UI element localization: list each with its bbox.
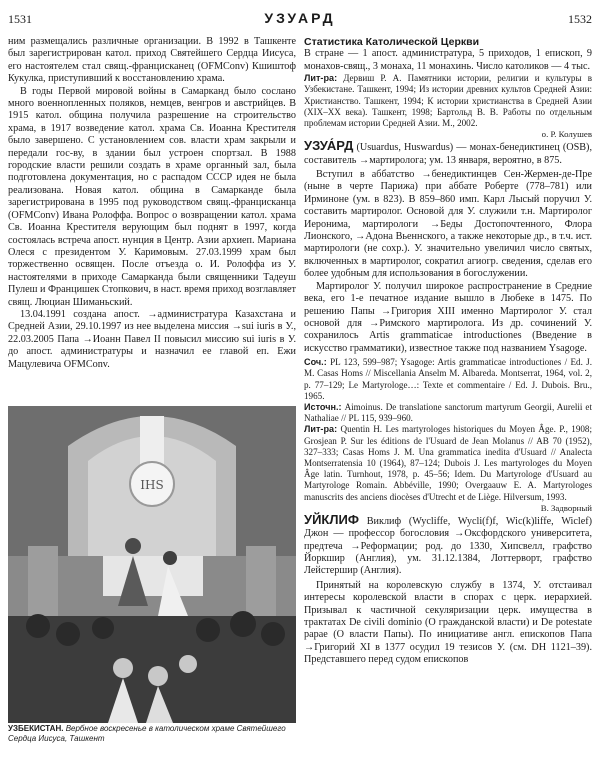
sources bbox=[304, 402, 592, 424]
entry-headword: УЙКЛИФ bbox=[304, 511, 359, 527]
page-number-left: 1531 bbox=[8, 12, 32, 26]
statistics-text: В стране — 1 апост. администратура, 5 приходов, 1 епископ, 9 монахов-свящ., 3 монаха, 11 монахинь. Число католиков — 4 тыс. bbox=[304, 48, 592, 72]
sources-label: Источн.: bbox=[304, 401, 342, 412]
literature bbox=[304, 424, 592, 502]
literature bbox=[304, 73, 592, 129]
church-photo bbox=[8, 406, 296, 723]
paragraph: Принятый на королевскую службу в 1374, У. отстаивал интересы королевской власти в спорах с церк. иерархией. Призывал к частичной секуляризации церк. имущества в трактатах De civili dominio (О гражданской власти) и De potestate papae (О власти Папы). По инициативе англ. епископов Папа →Григорий XI в 1377 осудил 19 тезисов У. (см. DH 1121–39). Представшего перед судом епископов bbox=[304, 579, 592, 666]
paragraph: 13.04.1991 создана апост. →администратура Казахстана и Средней Азии, 29.10.1997 из нее выделена миссия →sui iuris в У., 22.03.2005 Папа →Иоанн Павел II повысил миссию sui iuris в У. до апост. администратуры и назначил ее главой еп. Ежи Мацулевича OFMConv. bbox=[8, 308, 296, 370]
paragraph: Мартиролог У. получил широкое распространение в Средние века, его 1-е печатное издание вышло в Любеке в 1475. По решению Папы →Григория XIII именно Мартиролог У. стал основой для →Римского мартиролога. Из др. сочинений У. сохранилось Artis grammaticae introductiones (Введение в искусство грамматики), известное также под названием Ysagoge. bbox=[304, 280, 592, 354]
svg-text:IHS: IHS bbox=[140, 478, 164, 492]
literature-label: Лит-ра: bbox=[304, 73, 338, 84]
article-author: о. Р. Колушев bbox=[541, 129, 592, 140]
page-header bbox=[0, 8, 600, 32]
photo-caption bbox=[8, 724, 296, 744]
entry-usuard-definition bbox=[304, 140, 592, 167]
literature-text: Quentin H. Les martyrologes historiques du Moyen Âge. P., 1908; Grosjean P. Sur les éditions de l'Usuard de Jean Molanus // AB 70 (1952), 327–333; Casas Homs J. M. Una grammatica inedita d'Usuard // Analecta Montserratensia 10 (1964), 87–124; Dubois J. Les martyrologes du Moyen Âge latin. Turnhout, 1978, p. 45–56; Idem. Du Martyrologe d'Usuard au Martyrologe Romain. Abbéville, 1990; Overgaauw E. A. Martyrologes manuscrits des anciens diocèses d'Utrecht et de Liège. Hilversum, 1993. bbox=[304, 424, 592, 502]
literature-label: Лит-ра: bbox=[304, 424, 338, 435]
right-column bbox=[304, 36, 592, 667]
left-column bbox=[8, 36, 296, 371]
literature-text: Дервиш Р. А. Памятники истории, религии и культуры в Узбекистане. Ташкент, 1994; Из истории древних культов Средней Азии: Христианство. Ташкент, 1994; К истории христианства в Средней Азии (XIX–XX века). Ташкент, 1998; Бартольд В. В. Работы по отдельным проблемам истории Средней Азии. М., 2002. bbox=[304, 73, 592, 129]
entry-wyclif-definition bbox=[304, 511, 593, 578]
church-interior-illustration bbox=[8, 406, 296, 723]
caption-label: УЗБЕКИСТАН. bbox=[8, 724, 64, 733]
entry-definition: (Usuardus, Huswardus) — монах-бенедиктинец (OSB), составитель →мартиролога; ум. 13 января, вероятно, в 875. bbox=[304, 142, 592, 166]
works bbox=[304, 357, 592, 402]
entry-headword: УЗУА́РД bbox=[304, 138, 354, 154]
statistics-heading: Статистика Католической Церкви bbox=[304, 36, 480, 48]
page-number-right: 1532 bbox=[568, 12, 592, 26]
entry-definition: Виклиф (Wycliffe, Wycli(f)f, Wic(k)liffe, Wiclef) Джон — профессор богословия →Оксфордского университета, предтеча →Реформации; род. до 1330, Хипсвелл, графство Йоркшир (Англия), ум. 31.12.1384, Лоттерворт, графство Лейстершир (Англия). bbox=[304, 515, 593, 577]
sources-text: Aimoinus. De translatione sanctorum martyrum Georgii, Aurelii et Nathaliae // PL 115, 939–960. bbox=[304, 401, 592, 424]
paragraph: Вступил в аббатство →бенедиктинцев Сен-Жермен-де-Пре (ныне в черте Парижа) при аббате Роберте (778–781) или Ирминоне (ум. в 823). В 859–860 имп. Карл Лысый поручил У. составить мартиролог. Основой для У. служили т.н. Мартиролог Иеронима, мартирологи →Беды Достопочтенного, Флора Лионского, →Адона Вьеннского, а также некоторые др., в т.ч. ист. мартирологи (не сохр.). У. значительно увеличил число святых, включенных в мартиролог, сократил агиогр. сведения, сделав его более удобным для использования в богослужении. bbox=[304, 169, 592, 280]
paragraph: В годы Первой мировой войны в Самарканд было сослано много военнопленных поляков, немцев, венгров и австрийцев. В 1915 катол. община получила разрешение на строительство храма, в 1917 возведение катол. храма Св. Иоанна Крестителя было завершено. С установлением сов. власти храм закрыли и передали гос-ву, в здании был устроен спортзал. В 1988 городские власти решили создать в храме органный зал, была подготовлена документация, но с распадом СССР идея не была реализована. Новая катол. община в Самарканде была зарегистрирована в 1995 под руководством свящ.-францисканца (OFMConv) Ивана Ролоффа. Вопрос о возвращении катол. храма Св. Иоанна Крестителя верующим был поднят в 1997, когда состоялась встреча апост. нунция в Центр. Азии архиеп. Мариана Олеся с президентом У. Каримовым. 27.03.1999 храм был торжественно освящен. После отъезда о. И. Ролоффа из У. настоятелями в приходе Самарканда были священники Тадеуш Пулеш и Францишек Стопкович, в наст. время приход возглавляет свящ. Люциан Шиманьский. bbox=[8, 85, 296, 308]
article-author: В. Задворный bbox=[540, 502, 592, 513]
caption-text: Вербное воскресенье в католическом храме Святейшего Сердца Иисуса, Ташкент bbox=[8, 724, 286, 743]
works-text: PL 123, 599–987; Ysagoge: Artis grammaticae introductiones / Ed. J. M. Casas Homs // Miscellania Anselm M. Albareda. Montserrat, 1964, vol. 2, p. 77–129; Le Martyrologe…: Texte et commentaire / Ed. J. Dubois. Bru., 1965. bbox=[304, 357, 592, 401]
works-label: Соч.: bbox=[304, 357, 327, 368]
running-title: УЗУАРД bbox=[264, 10, 336, 26]
paragraph: ним размещались различные организации. В 1992 в Ташкенте был зарегистрирован катол. приход Святейшего Сердца Иисуса, его настоятелем стал свящ.-францисканец (OFMConv) Кшиштоф Кукулка, приступивший к восстановлению храма. bbox=[8, 36, 296, 85]
